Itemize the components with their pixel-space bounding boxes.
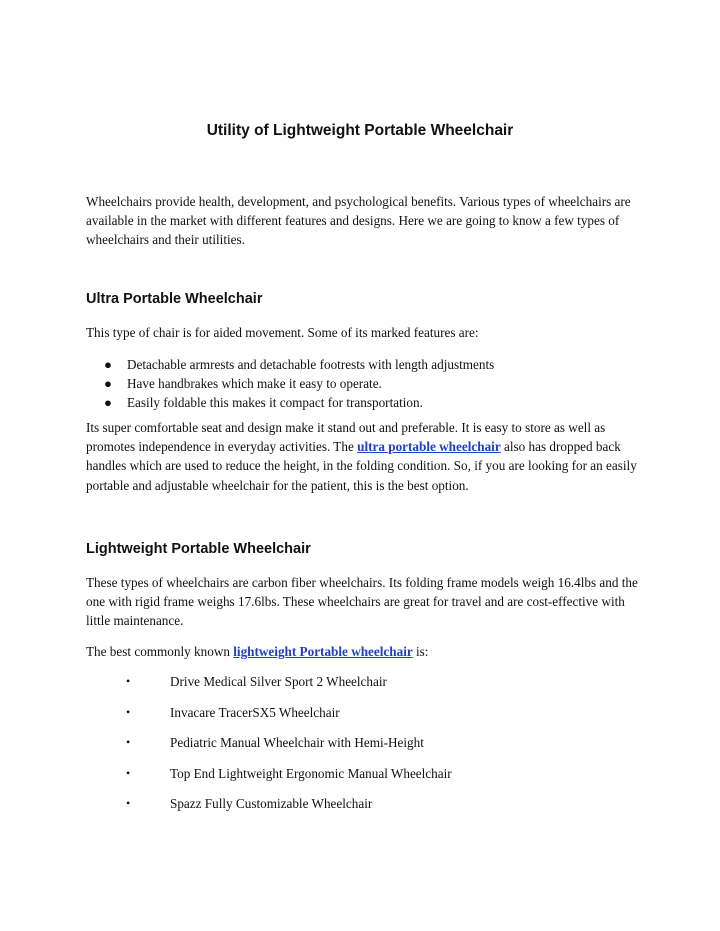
bullet-icon: ●	[104, 376, 112, 391]
bullet-icon: •	[126, 765, 131, 780]
bullet-icon: •	[126, 674, 131, 688]
paragraph-text: Its super comfortable seat and design make it stand out and preferable. It is easy to store as well as promotes independence in everyday activities. The	[86, 420, 606, 455]
section1-paragraph	[86, 418, 642, 495]
list-item	[124, 764, 644, 795]
paragraph-text: is:	[412, 644, 429, 659]
bullet-icon: ●	[104, 395, 112, 410]
list-item-text: Spazz Fully Customizable Wheelchair	[170, 796, 373, 811]
bullet-icon: •	[126, 735, 131, 749]
list-item-text: Have handbrakes which make it easy to operate.	[127, 376, 382, 391]
bullet-icon: •	[126, 796, 131, 810]
list-item	[124, 672, 644, 703]
bullet-icon: •	[126, 704, 131, 719]
list-item-text: Detachable armrests and detachable footrests with length adjustments	[127, 357, 495, 372]
section2-lead	[86, 642, 642, 661]
section1-heading: Ultra Portable Wheelchair	[86, 291, 263, 307]
list-item	[124, 733, 644, 764]
lightweight-portable-wheelchair-link[interactable]: lightweight Portable wheelchair	[233, 644, 413, 659]
section1-feature-list	[104, 355, 644, 412]
document-title: Utility of Lightweight Portable Wheelchair	[206, 122, 514, 139]
section2-paragraph: These types of wheelchairs are carbon fiber wheelchairs. Its folding frame models weigh 16.4lbs and the one with rigid frame weighs 17.6lbs. These wheelchairs are great for travel and are cost-effective with little maintenance.	[86, 575, 638, 629]
list-item-text: Easily foldable this makes it compact for transportation.	[127, 395, 423, 410]
paragraph-text: also has dropped back handles which are used to reduce the height, in the folding condition. So, if you are looking for an easily portable and adjustable wheelchair for the patient, this is the best option.	[86, 439, 637, 493]
ultra-portable-wheelchair-link[interactable]: ultra portable wheelchair	[357, 439, 501, 455]
list-item-text: Top End Lightweight Ergonomic Manual Wheelchair	[170, 765, 452, 781]
section2-heading: Lightweight Portable Wheelchair	[86, 541, 311, 557]
list-item	[124, 794, 644, 825]
bullet-icon: ●	[104, 357, 112, 372]
section2-product-list	[124, 672, 644, 825]
intro-paragraph: Wheelchairs provide health, development, and psychological benefits. Various types of wheelchairs are available in the market with different features and designs. Here we are going to know a few types of wheelchairs and their utilities.	[86, 194, 631, 248]
list-item	[104, 393, 644, 412]
list-item	[124, 703, 644, 734]
section1-lead: This type of chair is for aided movement. Some of its marked features are:	[86, 325, 479, 340]
list-item	[104, 355, 644, 374]
list-item	[104, 374, 644, 393]
list-item-text: Pediatric Manual Wheelchair with Hemi-Height	[170, 735, 424, 750]
list-item-text: Drive Medical Silver Sport 2 Wheelchair	[170, 674, 387, 689]
list-item-text: Invacare TracerSX5 Wheelchair	[170, 704, 340, 720]
paragraph-text: The best commonly known	[86, 644, 234, 659]
